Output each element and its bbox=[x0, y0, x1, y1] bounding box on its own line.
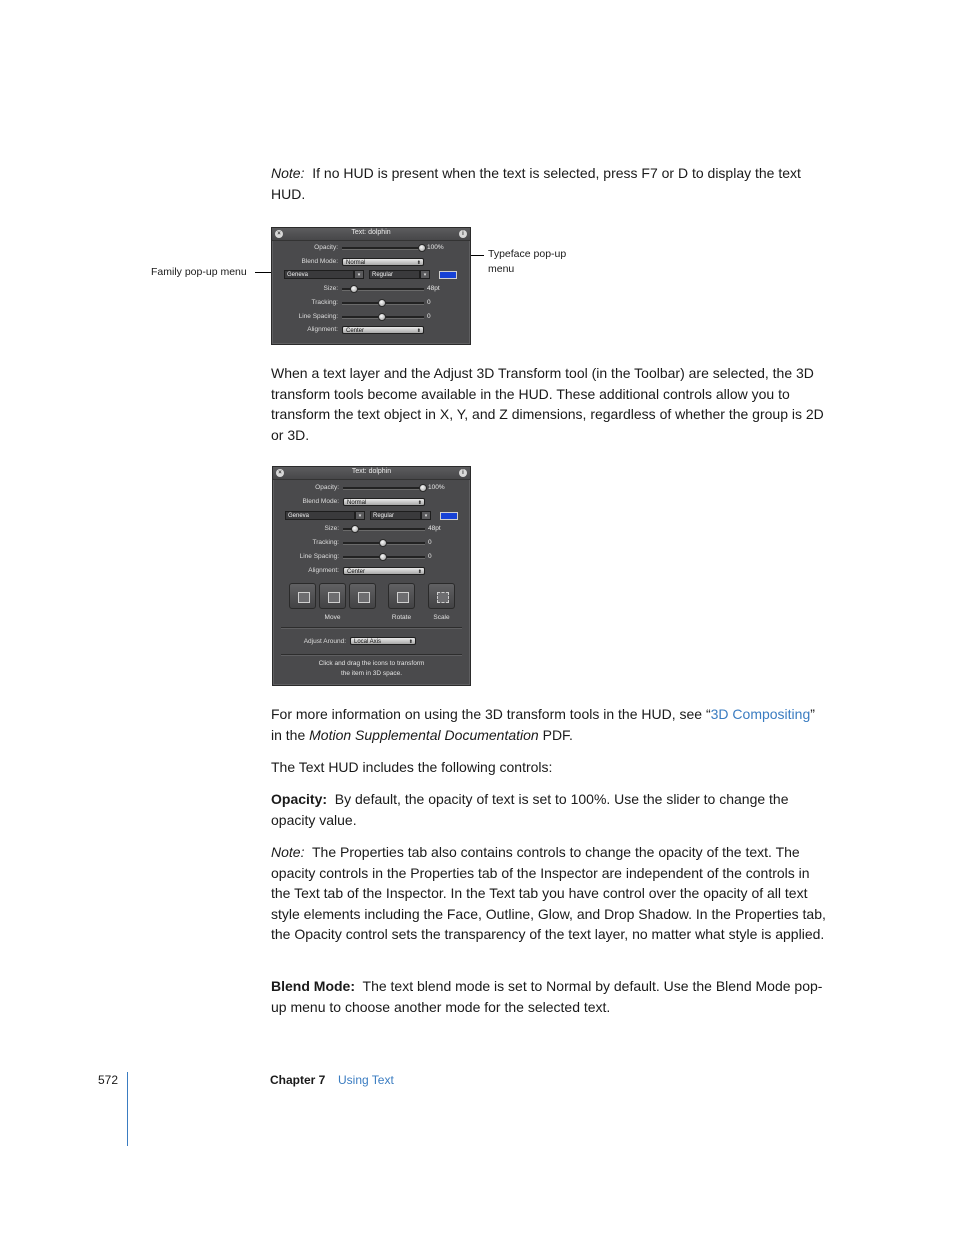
popup-arrows-icon: ⬍ bbox=[408, 639, 413, 645]
hud-titlebar bbox=[272, 228, 470, 241]
line-spacing-label: Line Spacing: bbox=[299, 553, 339, 560]
note-text: If no HUD is present when the text is selected, press F7 or D to display the text HUD. bbox=[271, 165, 801, 202]
blend-mode-label: Blend Mode: bbox=[301, 258, 338, 265]
tracking-slider-knob[interactable] bbox=[379, 539, 387, 547]
popup-arrows-icon: ⬍ bbox=[416, 260, 421, 266]
footer-rule bbox=[127, 1072, 128, 1146]
tracking-slider-knob[interactable] bbox=[378, 299, 386, 307]
popup-arrows-icon: ⬍ bbox=[416, 328, 421, 334]
alignment-value: Center bbox=[346, 328, 365, 334]
line-spacing-value: 0 bbox=[427, 313, 431, 320]
family-popup[interactable] bbox=[284, 270, 354, 279]
blend-mode-description bbox=[271, 976, 827, 1017]
note-label: Note: bbox=[271, 165, 305, 181]
opacity-value: 100% bbox=[427, 244, 444, 251]
opacity-slider-knob[interactable] bbox=[419, 484, 427, 492]
more-info-paragraph bbox=[271, 704, 827, 745]
note-label: Note: bbox=[271, 844, 305, 860]
opacity-text: By default, the opacity of text is set to 100%. Use the slider to change the opacity value. bbox=[271, 791, 789, 828]
hud-titlebar bbox=[273, 467, 470, 480]
chapter-label: Chapter 7 bbox=[270, 1073, 326, 1087]
typeface-menu-button[interactable]: ▾ bbox=[421, 511, 431, 520]
size-value: 48pt bbox=[428, 525, 441, 532]
family-value: Geneva bbox=[287, 272, 309, 278]
doc-title: Motion Supplemental Documentation bbox=[309, 726, 539, 743]
divider bbox=[281, 654, 462, 656]
blend-mode-text: The text blend mode is set to Normal by default. Use the Blend Mode pop-up menu to choose another mode for the selected text. bbox=[271, 978, 823, 1015]
alignment-popup[interactable] bbox=[342, 326, 424, 334]
page-number: 572 bbox=[98, 1073, 119, 1087]
typeface-popup[interactable] bbox=[370, 511, 421, 520]
move-xy-icon bbox=[298, 592, 310, 603]
text-hud-3d bbox=[272, 466, 471, 686]
family-menu-button[interactable]: ▾ bbox=[354, 270, 364, 279]
move-xy-tool[interactable] bbox=[289, 583, 316, 609]
rotate-tool[interactable] bbox=[388, 583, 415, 609]
move-label: Move bbox=[324, 614, 341, 621]
size-value: 48pt bbox=[427, 285, 440, 292]
line-spacing-slider-knob[interactable] bbox=[379, 553, 387, 561]
typeface-popup[interactable] bbox=[369, 270, 420, 279]
tracking-value: 0 bbox=[428, 539, 432, 546]
more-info-suffix: PDF. bbox=[538, 726, 573, 743]
adjust-around-value: Local Axis bbox=[354, 639, 382, 645]
blend-mode-value: Normal bbox=[346, 260, 366, 266]
move-z-tool[interactable] bbox=[349, 583, 376, 609]
opacity-slider-track[interactable] bbox=[342, 247, 424, 250]
info-icon[interactable]: i bbox=[459, 230, 467, 238]
alignment-label: Alignment: bbox=[308, 567, 339, 574]
rotate-label: Rotate bbox=[391, 614, 412, 621]
more-info-prefix: For more information on using the 3D transform tools in the HUD, see “ bbox=[271, 706, 711, 722]
close-icon[interactable]: × bbox=[275, 230, 283, 238]
family-menu-button[interactable]: ▾ bbox=[355, 511, 365, 520]
blend-mode-popup[interactable] bbox=[342, 258, 424, 266]
intro-paragraph: The Text HUD includes the following controls: bbox=[271, 759, 553, 775]
scale-label: Scale bbox=[433, 614, 450, 621]
opacity-label: Opacity: bbox=[315, 484, 339, 491]
note-text: The Properties tab also contains controls to change the opacity of the text. The opacity controls in the Properties tab of the Inspector are independent of the controls in the Text tab of the Inspector. In the Text tab you have control over the opacity of all text style elements including the Face, Outline, Glow, and Drop Shadow. In the Properties tab, the Opacity control sets the transparency of the text layer, no matter what style is applied. bbox=[271, 844, 826, 942]
more-info-middle: ” in the bbox=[271, 706, 815, 743]
opacity-slider-track[interactable] bbox=[343, 487, 425, 490]
opacity-term: Opacity: bbox=[271, 791, 328, 807]
hud-title: Text: dolphin bbox=[351, 229, 391, 236]
alignment-value: Center bbox=[347, 569, 366, 575]
close-icon[interactable]: × bbox=[276, 469, 284, 477]
text-hud bbox=[271, 227, 471, 345]
tracking-value: 0 bbox=[427, 299, 431, 306]
body-paragraph: When a text layer and the Adjust 3D Transform tool (in the Toolbar) are selected, the 3D transform tools become available in the HUD. These additional controls allow you to transform the text object in X, Y, and Z dimensions, regardless of whether the group is 2D or 3D. bbox=[271, 365, 824, 443]
3d-compositing-link[interactable]: 3D Compositing bbox=[710, 706, 811, 722]
line-spacing-label: Line Spacing: bbox=[298, 313, 338, 320]
tracking-label: Tracking: bbox=[311, 299, 338, 306]
opacity-slider-knob[interactable] bbox=[418, 244, 426, 252]
transform-hint-line2: the item in 3D space. bbox=[340, 670, 403, 677]
popup-arrows-icon: ⬍ bbox=[417, 569, 422, 575]
chapter-title-link[interactable]: Using Text bbox=[338, 1073, 394, 1087]
line-spacing-slider-knob[interactable] bbox=[378, 313, 386, 321]
note-paragraph bbox=[271, 842, 827, 945]
divider bbox=[281, 627, 462, 629]
scale-tool[interactable] bbox=[428, 583, 455, 609]
color-swatch[interactable] bbox=[439, 271, 457, 279]
blend-mode-value: Normal bbox=[347, 500, 367, 506]
info-icon[interactable]: i bbox=[459, 469, 467, 477]
opacity-label: Opacity: bbox=[314, 244, 338, 251]
move-z-icon bbox=[358, 592, 370, 603]
size-slider-knob[interactable] bbox=[351, 525, 359, 533]
family-callout-label: Family pop-up menu bbox=[151, 266, 247, 278]
typeface-callout-label: Typeface pop-up menu bbox=[488, 248, 567, 275]
color-swatch[interactable] bbox=[440, 512, 458, 520]
typeface-value: Regular bbox=[373, 513, 395, 519]
alignment-popup[interactable] bbox=[343, 567, 425, 575]
tracking-label: Tracking: bbox=[312, 539, 339, 546]
adjust-around-label: Adjust Around: bbox=[303, 638, 346, 645]
hud-title: Text: dolphin bbox=[351, 468, 392, 475]
note-paragraph bbox=[271, 163, 827, 204]
rotate-icon bbox=[397, 592, 409, 603]
typeface-menu-button[interactable]: ▾ bbox=[420, 270, 430, 279]
move-xz-tool[interactable] bbox=[319, 583, 346, 609]
family-value: Geneva bbox=[288, 513, 310, 519]
line-spacing-value: 0 bbox=[428, 553, 432, 560]
size-slider-knob[interactable] bbox=[350, 285, 358, 293]
scale-icon bbox=[437, 592, 449, 603]
blend-mode-label: Blend Mode: bbox=[302, 498, 339, 505]
move-xz-icon bbox=[328, 592, 340, 603]
transform-hint-line1: Click and drag the icons to transform bbox=[318, 660, 425, 667]
blend-mode-popup[interactable] bbox=[343, 498, 425, 506]
blend-mode-term: Blend Mode: bbox=[271, 978, 355, 994]
size-label: Size: bbox=[324, 525, 339, 532]
opacity-description bbox=[271, 789, 827, 830]
adjust-around-popup[interactable] bbox=[350, 637, 416, 645]
transform-hint bbox=[273, 659, 470, 679]
family-popup[interactable] bbox=[285, 511, 355, 520]
opacity-value: 100% bbox=[428, 484, 445, 491]
popup-arrows-icon: ⬍ bbox=[417, 500, 422, 506]
size-label: Size: bbox=[323, 285, 338, 292]
typeface-value: Regular bbox=[372, 272, 394, 278]
alignment-label: Alignment: bbox=[307, 326, 338, 333]
